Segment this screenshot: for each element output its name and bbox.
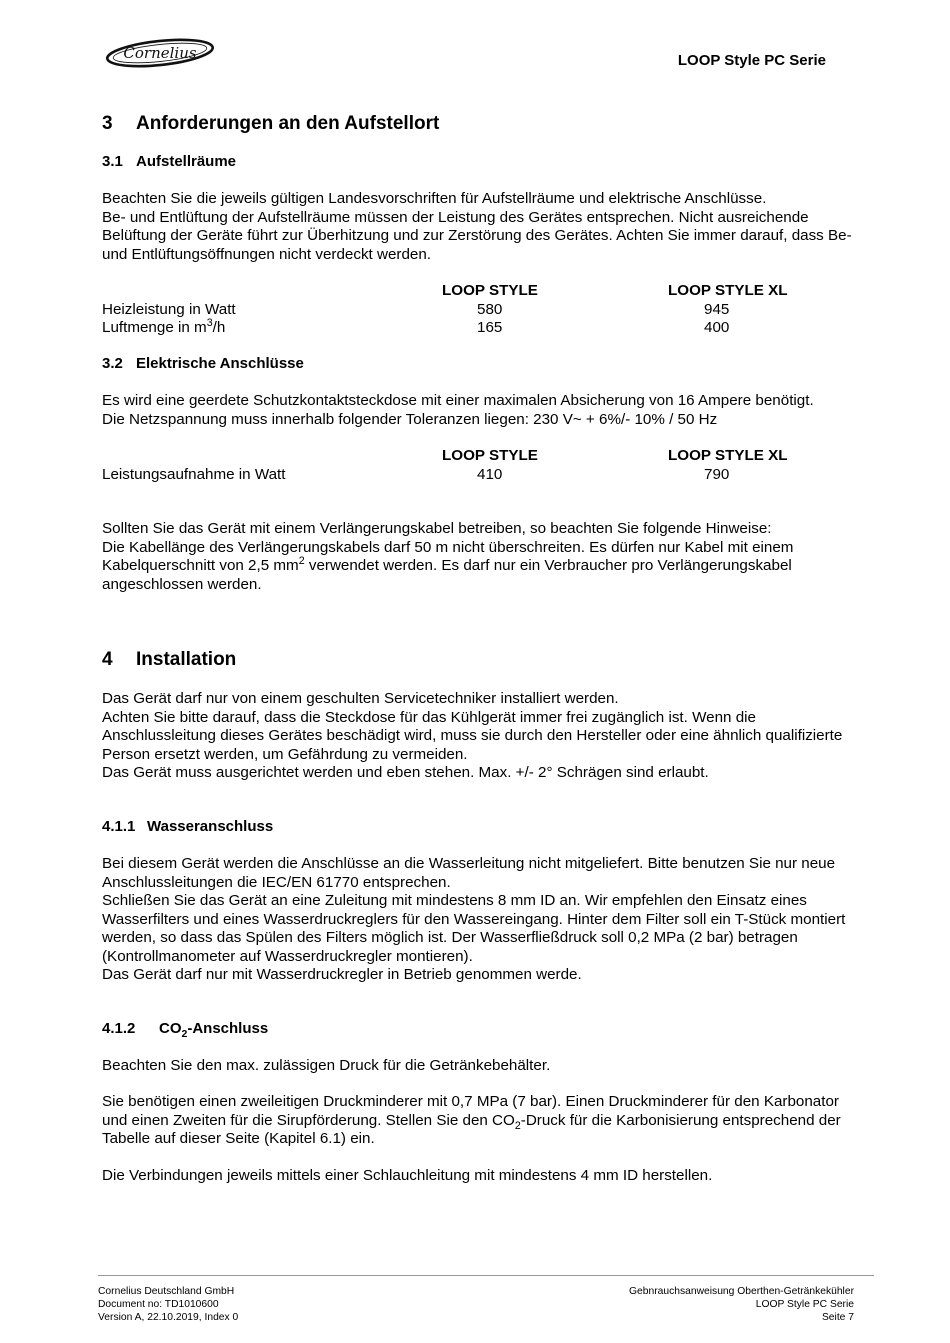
cell-value: 165 <box>477 319 503 336</box>
table-header-row <box>102 282 862 301</box>
text-line: Die Kabellänge des Verlängerungskabels darf 50 m nicht überschreiten. Es dürfen nur Kabel mit einem <box>102 538 794 556</box>
row-label: Leistungsaufnahme in Watt <box>102 465 286 483</box>
text-line: Anschlussleitung dieses Gerätes beschädigt wird, muss sie durch den Hersteller oder eine ähnlich qualifizierte <box>102 727 843 744</box>
section-number: 4.1.2 <box>102 1020 136 1037</box>
pressure-reducer-text <box>102 1093 902 1149</box>
section-3-2-heading <box>102 355 304 372</box>
footer-divider <box>98 1275 874 1276</box>
section-number: 3 <box>102 113 113 134</box>
heat-output-table <box>102 282 862 338</box>
section-4-1-1-heading <box>102 818 273 835</box>
text-line: Das Gerät muss ausgerichtet werden und eben stehen. Max. +/- 2° Schrägen sind erlaubt. <box>102 764 709 781</box>
text-line: Kabelquerschnitt von 2,5 $mm^2$ verwendet werden. Es darf nur ein Verbraucher pro Verlängerungskabel <box>102 554 792 574</box>
document-number: Document no: TD1010600 <box>98 1299 219 1310</box>
column-header: LOOP STYLE <box>442 282 538 299</box>
text-line: und Entlüftungsöffnungen nicht verdeckt werden. <box>102 245 432 263</box>
column-header: LOOP STYLE XL <box>668 447 788 464</box>
cell-value: 400 <box>704 319 730 336</box>
column-header: LOOP STYLE <box>442 447 538 464</box>
section-title: Elektrische Anschlüsse <box>136 355 304 372</box>
text-line: werden, so dass das Spülen des Filters möglich ist. Der Wasserfließdruck soll 0,2 MPa (2 bar) betragen <box>102 929 798 946</box>
text-line: Beachten Sie den max. zulässigen Druck für die Getränkebehälter. <box>102 1057 551 1074</box>
text-line: (Kontrollmanometer auf Wasserdruckregler montieren). <box>102 947 473 965</box>
text-line: Anschlussleitungen die IEC/EN 61770 entsprechen. <box>102 873 451 891</box>
text-line: Belüftung der Geräte führt zur Überhitzung und zur Zerstörung des Gerätes. Achten Sie immer darauf, dass Be- <box>102 227 852 244</box>
section-title: Aufstellräume <box>136 153 237 170</box>
footer-right <box>629 1285 854 1324</box>
section-number: 3.1 <box>102 153 123 170</box>
text-line: Sie benötigen einen zweileitigen Druckminderer mit 0,7 MPa (7 bar). Einen Druckminderer für den Karbonator <box>102 1093 839 1110</box>
hose-connection-text <box>102 1167 902 1186</box>
section-4-1-1-text <box>102 855 902 985</box>
table-row <box>102 316 862 338</box>
text-line: Achten Sie bitte darauf, dass die Steckdose für das Kühlgerät immer frei zugänglich ist. Wenn die <box>102 708 756 726</box>
section-number: 3.2 <box>102 355 123 372</box>
table-row <box>102 466 862 485</box>
section-number: 4.1.1 <box>102 818 136 835</box>
text-line: Wasserfilters und eines Wasserdruckreglers für den Wassereingang. Hinter dem Filter soll ein T-Stück montiert <box>102 910 846 928</box>
document-version: Version A, 22.10.2019, Index 0 <box>98 1312 239 1323</box>
section-4-1-2-heading <box>102 1020 269 1040</box>
section-title: Installation <box>136 649 237 670</box>
section-title: Anforderungen an den Aufstellort <box>136 113 440 134</box>
cell-value: 790 <box>704 465 730 483</box>
text-line: Die Netzspannung muss innerhalb folgender Toleranzen liegen: 230 V~ + 6%/- 10% / 50 Hz <box>102 410 718 428</box>
section-3-1-heading <box>102 153 236 170</box>
section-3-heading <box>102 113 439 135</box>
section-4-heading <box>102 649 236 671</box>
cornelius-logo <box>104 38 216 68</box>
section-3-2-text <box>102 392 902 429</box>
logo-wordmark: Cornelius <box>123 44 197 62</box>
section-3-1-text <box>102 190 902 264</box>
section-number: 4 <box>102 649 113 670</box>
text-line: Tabelle auf dieser Seite (Kapitel 6.1) ein. <box>102 1130 375 1147</box>
co2-pressure-note <box>102 1057 902 1076</box>
column-header: LOOP STYLE XL <box>668 282 788 299</box>
cell-value: 945 <box>704 300 730 318</box>
product-series: LOOP Style PC Serie <box>755 1299 854 1310</box>
company-name: Cornelius Deutschland GmbH <box>98 1286 235 1297</box>
table-row <box>102 301 862 320</box>
section-title: $CO_2$-Anschluss <box>159 1020 269 1040</box>
text-line: Das Gerät darf nur von einem geschulten Servicetechniker installiert werden. <box>102 690 619 707</box>
footer-left <box>98 1285 238 1324</box>
row-label: Luftmenge in $m^3/h$ <box>102 316 226 336</box>
row-label: Heizleistung in Watt <box>102 300 236 318</box>
cell-value: 410 <box>477 465 503 483</box>
extension-cable-text <box>102 520 902 594</box>
text-line: Das Gerät darf nur mit Wasserdruckregler in Betrieb genommen werde. <box>102 966 582 983</box>
section-4-text <box>102 690 902 783</box>
text-line: Beachten Sie die jeweils gültigen Landesvorschriften für Aufstellräume und elektrische Anschlüsse. <box>102 190 767 207</box>
table-header-row <box>102 447 862 466</box>
power-consumption-table <box>102 447 862 484</box>
cell-value: 580 <box>477 300 503 318</box>
text-line: Bei diesem Gerät werden die Anschlüsse an die Wasserleitung nicht mitgeliefert. Bitte benutzen Sie nur neue <box>102 855 836 872</box>
page-number: Seite 7 <box>821 1312 854 1323</box>
text-line: und einen Zweiten für die Sirupförderung. Stellen Sie den $CO_2$-Druck für die Karbonisierung entsprechend der <box>102 1111 841 1132</box>
text-line: Es wird eine geerdete Schutzkontaktsteckdose mit einer maximalen Absicherung von 16 Ampere benötigt. <box>102 392 814 409</box>
text-line: Die Verbindungen jeweils mittels einer Schlauchleitung mit mindestens 4 mm ID herstellen. <box>102 1167 713 1184</box>
manual-title: Gebnrauchsanweisung Oberthen-Getränkekühler <box>629 1286 854 1297</box>
text-line: Be- und Entlüftung der Aufstellräume müssen der Leistung des Gerätes entsprechen. Nicht ausreichende <box>102 208 809 226</box>
text-line: Person ersetzt werden, um Gefährdung zu vermeiden. <box>102 745 468 763</box>
text-line: angeschlossen werden. <box>102 575 262 593</box>
section-title: Wasseranschluss <box>147 818 274 835</box>
text-line: Sollten Sie das Gerät mit einem Verlängerungskabel betreiben, so beachten Sie folgende Hinweise: <box>102 520 772 537</box>
document-title: LOOP Style PC Serie <box>677 52 826 69</box>
text-line: Schließen Sie das Gerät an eine Zuleitung mit mindestens 8 mm ID an. Wir empfehlen den Einsatz eines <box>102 892 807 909</box>
